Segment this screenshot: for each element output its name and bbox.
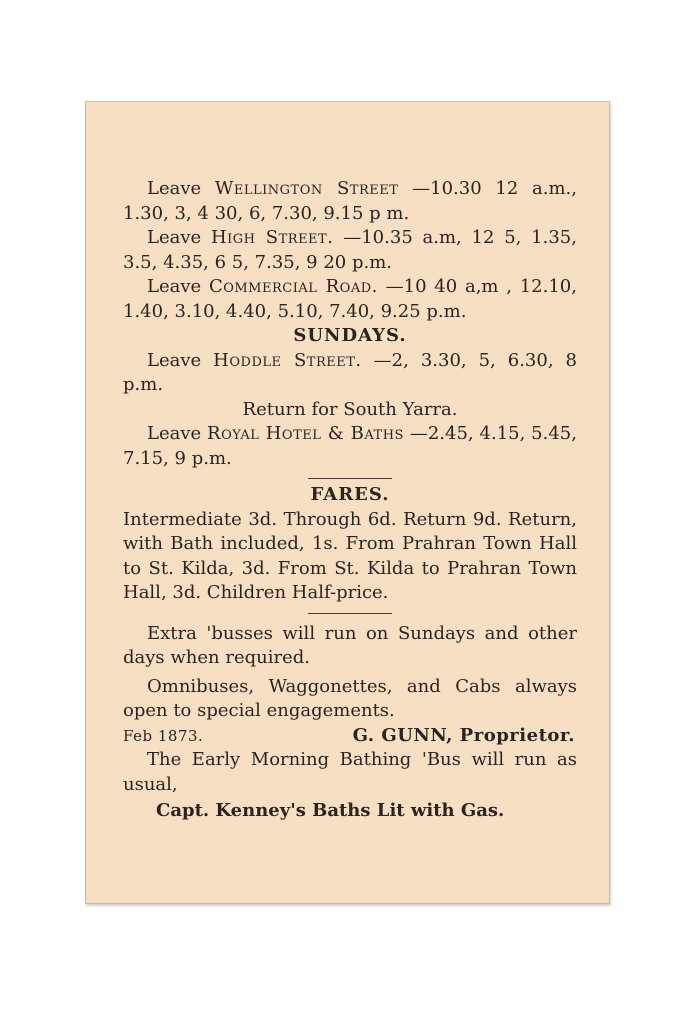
divider [308,478,392,479]
dateline [123,724,577,749]
proprietor: G. GUNN, Proprietor. [352,724,575,746]
timetable-entry-high-street [123,226,577,275]
sunday-entry-hoddle-street [123,349,577,398]
departure-place: Hoddle Street. [213,349,362,371]
departure-times: —10.35 a.m, 12 5, 1.35, 3.5, 4.35, 6 5, 7.35, 9 20 p.m. [123,227,577,273]
leave-label: Leave [147,227,202,248]
return-heading: Return for South Yarra. [242,398,458,420]
timetable-entry-commercial-road [123,275,577,324]
divider [308,613,392,614]
card-content [123,177,577,824]
departure-place: Commercial Road. [208,276,378,297]
notice-extra-busses: Extra 'busses will run on Sundays and other days when required. [123,622,577,668]
sundays-heading: SUNDAYS. [293,325,407,346]
notice-early-bus: The Early Morning Bathing 'Bus will run as usual, [123,749,577,795]
notice-omnibuses: Omnibuses, Waggonettes, and Cabs always open to special engagements. [123,675,577,721]
fares-heading: FARES. [310,484,390,505]
return-entry-royal-hotel [123,422,577,471]
leave-label: Leave [147,423,202,444]
timetable-entry-wellington [123,177,577,226]
departure-times: —10 40 a,m , 12.10, 1.40, 3.10, 4.40, 5.10, 7.40, 9.25 p.m. [123,276,577,322]
timetable-card [85,101,610,904]
leave-label: Leave [147,178,202,199]
departure-times: —2, 3.30, 5, 6.30, 8 p.m. [123,349,577,395]
departure-place: Royal Hotel & Baths [207,423,404,444]
leave-label: Leave [147,349,202,371]
departure-place: High Street. [210,227,334,248]
fares-text: Intermediate 3d. Through 6d. Return 9d. Return, with Bath included, 1s. From Prahran Town Hall to St. Kilda, 3d. From St. Kilda to Prahran Town Hall, 3d. Children Half-price. [123,508,577,603]
departure-times: —2.45, 4.15, 5.45, 7.15, 9 p.m. [123,423,577,469]
notice-baths-gas: Capt. Kenney's Baths Lit with Gas. [156,800,505,821]
leave-label: Leave [147,276,202,297]
departure-place: Wellington Street [214,178,399,199]
date: Feb 1873. [123,726,204,745]
departure-times: —10.30 12 a.m., 1.30, 3, 4 30, 6, 7.30, 9.15 p m. [123,178,577,224]
